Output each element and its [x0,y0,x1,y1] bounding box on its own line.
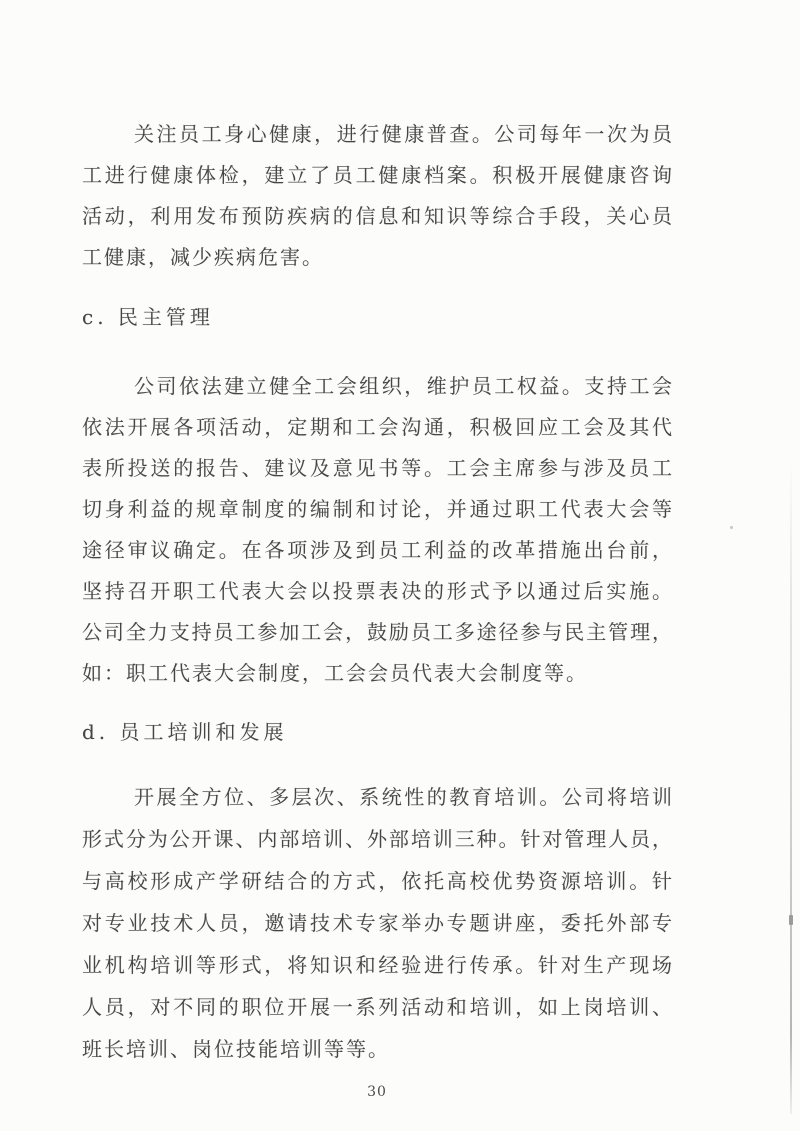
text-line: 形式分为公开课、内部培训、外部培训三种。针对管理人员， [82,827,672,851]
text-line: 表所投送的报告、建议及意见书等。工会主席参与涉及员工 [82,456,672,480]
text-line: 公司全力支持员工参加工会，鼓励员工多途径参与民主管理， [82,620,672,644]
text-line: 业机构培训等形式，将知识和经验进行传承。针对生产现场 [82,953,672,977]
text-line: 班长培训、岗位技能培训等等。 [82,1037,390,1061]
text-line: 工进行健康体检，建立了员工健康档案。积极开展健康咨询 [82,163,672,187]
text-line: 公司依法建立健全工会组织，维护员工权益。支持工会 [134,374,672,398]
heading-democratic-management: c. 民主管理 [82,305,214,329]
scan-artifact-speck [730,526,733,529]
page-number: 30 [367,1084,387,1100]
text-line: 关注员工身心健康，进行健康普查。公司每年一次为员 [134,122,672,146]
paragraph-training-and-development [82,776,672,1070]
text-line: 对专业技术人员，邀请技术专家举办专题讲座，委托外部专 [82,911,672,935]
paragraph-democratic-management [82,366,672,694]
text-line: 切身利益的规章制度的编制和讨论，并通过职工代表大会等 [82,497,672,521]
text-line: 活动，利用发布预防疾病的信息和知识等综合手段，关心员 [82,204,672,228]
text-line: 人员，对不同的职位开展一系列活动和培训，如上岗培训、 [82,995,672,1019]
paragraph-employee-health [82,114,672,278]
text-line: 与高校形成产学研结合的方式，依托高校优势资源培训。针 [82,869,672,893]
text-line: 工健康，减少疾病危害。 [82,245,324,269]
scan-artifact-line [790,458,792,1114]
text-line: 途径审议确定。在各项涉及到员工利益的改革措施出台前， [82,538,672,562]
text-line: 依法开展各项活动，定期和工会沟通，积极回应工会及其代 [82,415,672,439]
scan-artifact-blip [789,915,793,925]
text-line: 开展全方位、多层次、系统性的教育培训。公司将培训 [134,785,672,809]
text-line: 坚持召开职工代表大会以投票表决的形式予以通过后实施。 [82,579,672,603]
text-line: 如：职工代表大会制度，工会会员代表大会制度等。 [82,661,588,685]
heading-training-and-development: d. 员工培训和发展 [82,720,288,744]
